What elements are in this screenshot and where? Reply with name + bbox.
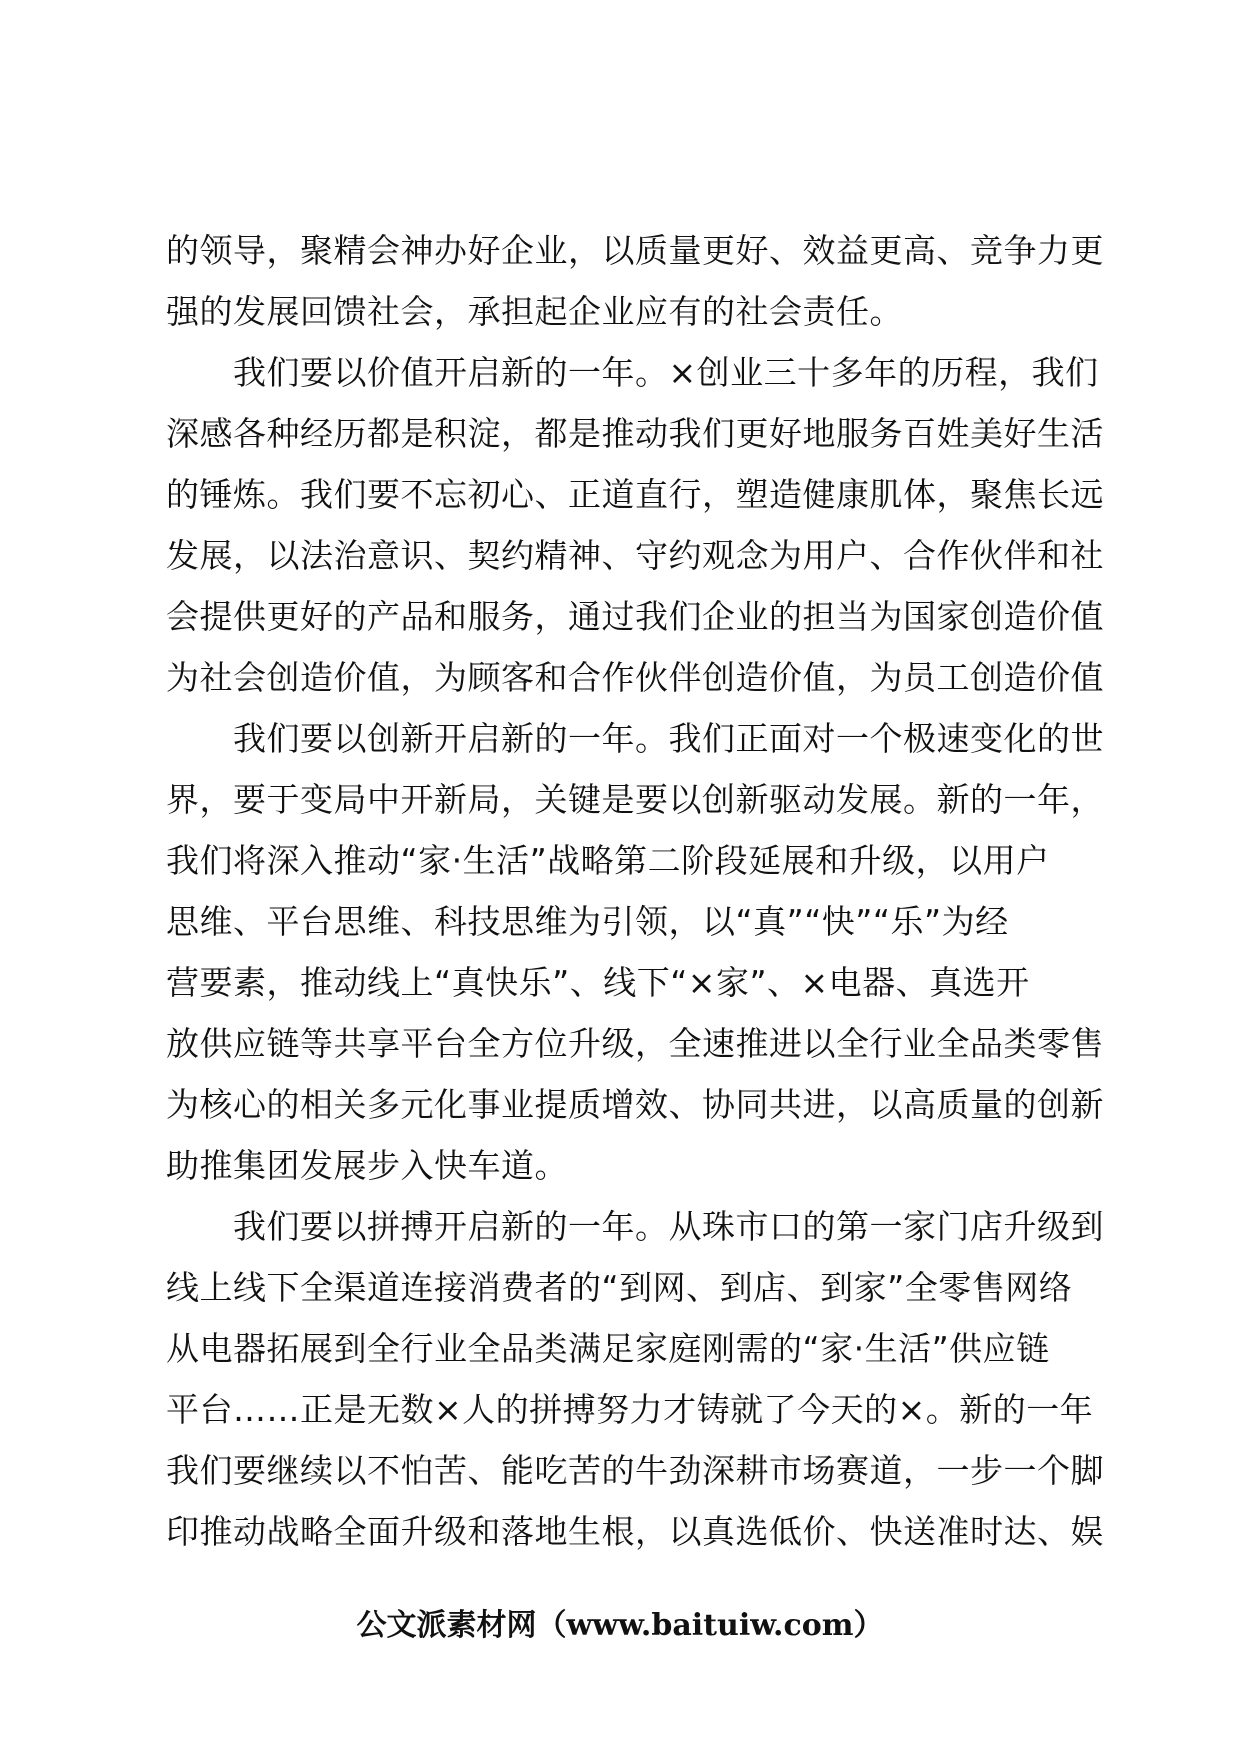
text-line: 放供应链等共享平台全方位升级，全速推进以全行业全品类零售: [166, 1024, 1104, 1063]
body-text: [166, 220, 1126, 1562]
text-line: 发展，以法治意识、契约精神、守约观念为用户、合作伙伴和社: [166, 536, 1104, 575]
text-line: 我们要以拼搏开启新的一年。从珠市口的第一家门店升级到: [166, 1207, 1104, 1246]
text-line: 营要素，推动线上“真快乐”、线下“×家”、×电器、真选开: [166, 963, 1030, 1002]
text-line: 我们要以创新开启新的一年。我们正面对一个极速变化的世: [166, 719, 1104, 758]
text-line: 的锤炼。我们要不忘初心、正道直行，塑造健康肌体，聚焦长远: [166, 475, 1104, 514]
text-line: 平台……正是无数×人的拼搏努力才铸就了今天的×。新的一年: [166, 1390, 1094, 1429]
text-line: 印推动战略全面升级和落地生根，以真选低价、快送准时达、娱: [166, 1512, 1104, 1551]
text-line: 界，要于变局中开新局，关键是要以创新驱动发展。新的一年，: [166, 780, 1104, 819]
text-line: 深感各种经历都是积淀，都是推动我们更好地服务百姓美好生活: [166, 414, 1104, 453]
text-line: 会提供更好的产品和服务，通过我们企业的担当为国家创造价值: [166, 597, 1104, 636]
text-line: 线上线下全渠道连接消费者的“到网、到店、到家”全零售网络: [166, 1268, 1073, 1307]
footer-watermark: 公文派素材网（www.baituiw.com）: [356, 1608, 884, 1643]
text-line: 强的发展回馈社会，承担起企业应有的社会责任。: [166, 292, 903, 331]
text-line: 思维、平台思维、科技思维为引领，以“真”“快”“乐”为经: [166, 902, 1009, 941]
text-line: 我们要以价值开启新的一年。×创业三十多年的历程，我们: [166, 353, 1099, 392]
text-line: 的领导，聚精会神办好企业，以质量更好、效益更高、竞争力更: [166, 231, 1104, 270]
text-line: 为社会创造价值，为顾客和合作伙伴创造价值，为员工创造价值: [166, 658, 1104, 697]
text-line: 为核心的相关多元化事业提质增效、协同共进，以高质量的创新: [166, 1085, 1104, 1124]
text-line: 助推集团发展步入快车道。: [166, 1146, 568, 1185]
text-line: 我们将深入推动“家·生活”战略第二阶段延展和升级，以用户: [166, 841, 1050, 880]
text-line: 我们要继续以不怕苦、能吃苦的牛劲深耕市场赛道，一步一个脚: [166, 1451, 1104, 1490]
text-line: 从电器拓展到全行业全品类满足家庭刚需的“家·生活”供应链: [166, 1329, 1050, 1368]
